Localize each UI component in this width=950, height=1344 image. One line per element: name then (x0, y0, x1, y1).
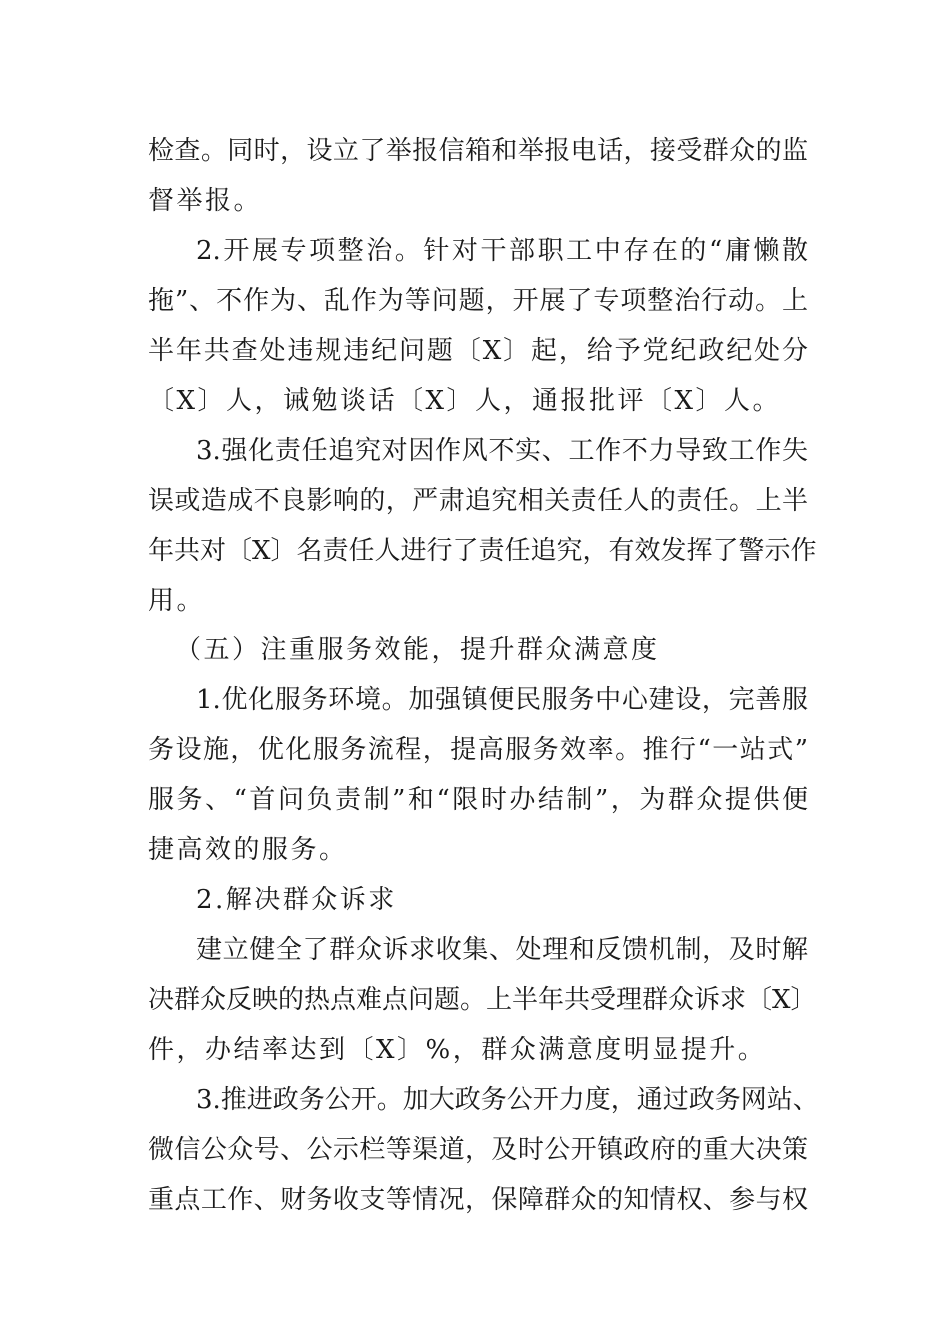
paragraph-line: 捷高效的服务。 (148, 835, 348, 865)
paragraph-line: 件，办结率达到〔X〕%，群众满意度明显提升。 (148, 1035, 767, 1065)
paragraph-line: 误或造成不良影响的，严肃追究相关责任人的责任。上半 (148, 486, 808, 516)
paragraph-line: 建立健全了群众诉求收集、处理和反馈机制，及时解 (196, 935, 808, 965)
paragraph-line: 检查。同时，设立了举报信箱和举报电话，接受群众的监 (148, 136, 808, 166)
paragraph-line: 决群众反映的热点难点问题。上半年共受理群众诉求〔X〕 (148, 985, 817, 1015)
paragraph-line: 半年共查处违规违纪问题〔X〕起，给予党纪政纪处分 (148, 336, 808, 366)
paragraph-line: 〔X〕人，诫勉谈话〔X〕人，通报批评〔X〕人。 (148, 386, 782, 416)
paragraph-line: 年共对〔X〕名责任人进行了责任追究，有效发挥了警示作 (148, 536, 817, 566)
paragraph-line: 1.优化服务环境。加强镇便民服务中心建设，完善服 (196, 685, 808, 715)
paragraph-line: 拖”、不作为、乱作为等问题，开展了专项整治行动。上 (148, 286, 808, 316)
paragraph-line: 3.强化责任追究对因作风不实、工作不力导致工作失 (196, 436, 808, 466)
section-heading: （五）注重服务效能，提升群众满意度 (175, 635, 660, 665)
paragraph-line: 服务、“首问负责制”和“限时办结制”，为群众提供便 (148, 785, 808, 815)
paragraph-line: 重点工作、财务收支等情况，保障群众的知情权、参与权 (148, 1185, 808, 1215)
subheading-line: 2.解决群众诉求 (196, 885, 397, 915)
paragraph-line: 用。 (148, 586, 206, 616)
paragraph-line: 微信公众号、公示栏等渠道，及时公开镇政府的重大决策 (148, 1135, 808, 1165)
paragraph-line: 督举报。 (148, 186, 263, 216)
paragraph-line: 3.推进政务公开。加大政务公开力度，通过政务网站、 (196, 1085, 819, 1115)
paragraph-line: 务设施，优化服务流程，提高服务效率。推行“一站式” (148, 735, 808, 765)
paragraph-line: 2.开展专项整治。针对干部职工中存在的“庸懒散 (196, 236, 808, 266)
